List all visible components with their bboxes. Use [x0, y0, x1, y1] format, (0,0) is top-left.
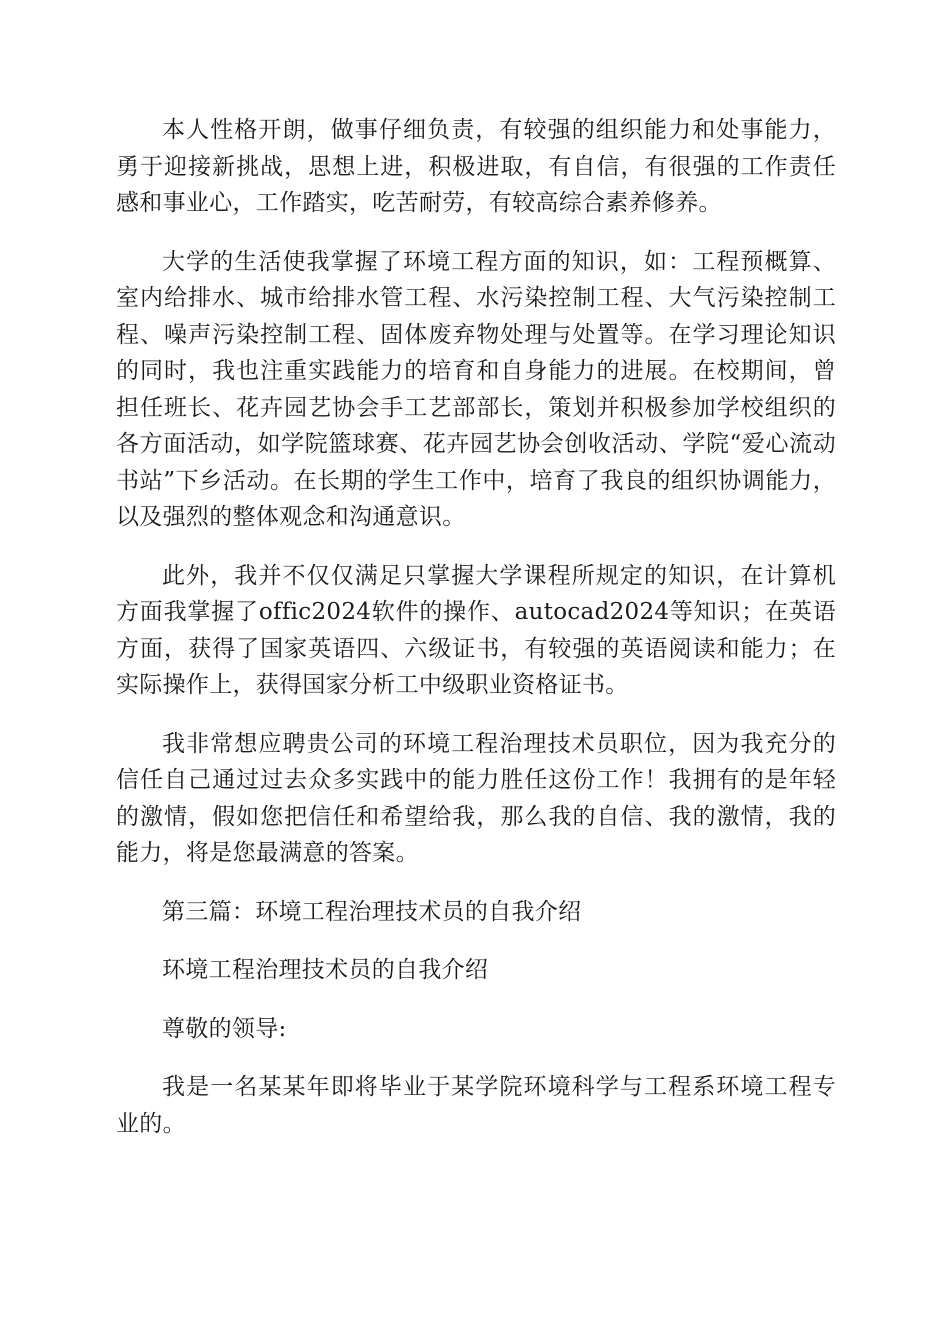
paragraph-application-intent: 我非常想应聘贵公司的环境工程治理技术员职位，因为我充分的信任自己通过过去众多实践中的能力胜任这份工作！我拥有的是年轻的激情，假如您把信任和希望给我，那么我的自信、我的激情，我的能力，将是您最满意的答案。: [116, 730, 836, 866]
paragraph-self-introduction: 我是一名某某年即将毕业于某学院环境科学与工程系环境工程专业的。: [116, 1074, 836, 1137]
section-title: 环境工程治理技术员的自我介绍: [162, 957, 489, 983]
salutation: 尊敬的领导:: [162, 1015, 287, 1042]
section-heading: 第三篇：环境工程治理技术员的自我介绍: [162, 898, 582, 925]
paragraph-computer-english-skills: 此外，我并不仅仅满足只掌握大学课程所规定的知识，在计算机方面我掌握了offic2024软件的操作、autocad2024等知识；在英语方面，获得了国家英语四、六级证书，有较强的英语阅读和能力；在实际操作上，获得国家分析工中级职业资格证书。: [116, 562, 836, 698]
document-body: [116, 112, 836, 1164]
paragraph-personality: 本人性格开朗，做事仔细负责，有较强的组织能力和处事能力，勇于迎接新挑战，思想上进，积极进取，有自信，有很强的工作责任感和事业心，工作踏实，吃苦耐劳，有较高综合素养修养。: [116, 117, 836, 216]
paragraph-university-knowledge: 大学的生活使我掌握了环境工程方面的知识，如：工程预概算、室内给排水、城市给排水管工程、水污染控制工程、大气污染控制工程、噪声污染控制工程、固体废弃物处理与处置等。在学习理论知识的同时，我也注重实践能力的培育和自身能力的进展。在校期间，曾担任班长、花卉园艺协会手工艺部部长，策划并积极参加学校组织的各方面活动，如学院篮球赛、花卉园艺协会创收活动、学院“爱心流动书站”下乡活动。在长期的学生工作中，培育了我良的组织协调能力，以及强烈的整体观念和沟通意识。: [116, 248, 836, 530]
